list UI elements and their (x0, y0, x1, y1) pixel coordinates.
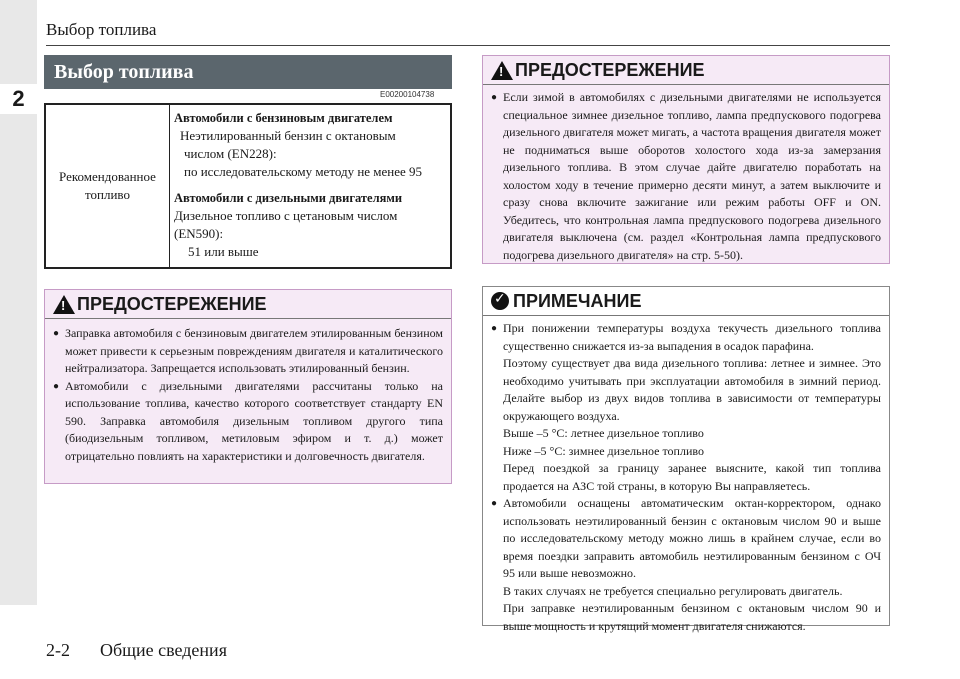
fuel-table-content (170, 105, 450, 267)
warning-header (45, 290, 451, 318)
bullet-icon: ● (491, 323, 498, 334)
note-item (491, 495, 881, 635)
warning-body (45, 319, 451, 465)
header-divider (46, 45, 890, 46)
diesel-line: Дизельное топливо с цетановым числом (174, 208, 398, 223)
warning-title: ПРЕДОСТЕРЕЖЕНИЕ (77, 293, 267, 314)
bullet-icon: ● (491, 498, 498, 509)
fuel-table (44, 103, 452, 269)
note-box (482, 286, 890, 633)
warning-body (483, 85, 889, 264)
note-paragraph: Выше –5 °C: летнее дизельное топливо (503, 426, 704, 440)
note-paragraph: Перед поездкой за границу заранее выясните, какой тип топлива продается на АЗС той страны, в которую Вы направляетесь. (503, 461, 881, 493)
fuel-table-label: Рекомендованное топливо (46, 105, 170, 267)
warning-item: ● Автомобили с дизельными двигателями рассчитаны только на использование топлива, качество которого соответствует стандарту EN 590. Заправка автомобиля дизельным топливом другого типа (биодизельным топливом, метиловым эфиром и т. д.) может отрицательно повлиять на характеристики и долговечность двигателя. (53, 378, 443, 466)
note-paragraph: В таких случаях не требуется специально регулировать двигатель. (503, 583, 843, 598)
note-check-icon (491, 292, 509, 310)
note-paragraph: Ниже –5 °C: зимнее дизельное топливо (503, 443, 704, 458)
section-title: Выбор топлива (44, 55, 452, 89)
warning-header (483, 56, 889, 84)
bullet-icon: ● (491, 92, 498, 103)
note-paragraph: При понижении температуры воздуха текучесть дизельного топлива существенно снижается из-за выпадения в осадок парафина. (503, 321, 881, 353)
note-paragraph: При заправке неэтилированным бензином с октановым числом 90 и выше мощность и крутящий момент двигателя снижаются. (503, 601, 881, 633)
warning-item: ● Если зимой в автомобилях с дизельными двигателями не используется специальное зимнее дизельное топливо, лампа предпускового подогрева дизельного двигателя может мигать, а частота вращения двигателя может не подниматься выше оборотов холостого хода из-за замерзания дизельного топлива. В этом случае дайте двигателю поработать на холостом ходу в течение примерно десяти минут, а затем выключите и сразу снова включите зажигание или режим работы OFF и ON. Убедитесь, что контрольная лампа предпускового подогрева дизельного двигателя выключена (см. раздел «Контрольная лампа предпускового подогрева дизельного двигателя» на стр. 5-50). (491, 89, 881, 264)
diesel-line: 51 или выше (188, 244, 259, 259)
petrol-heading: Автомобили с бензиновым двигателем (174, 111, 393, 125)
page-header-title: Выбор топлива (46, 20, 157, 39)
warning-box-left (44, 289, 452, 484)
document-code: E00200104738 (380, 90, 435, 99)
diesel-heading: Автомобили с дизельными двигателями (174, 191, 403, 205)
petrol-line: по исследовательскому методу не менее 95 (184, 164, 423, 179)
petrol-line: Неэтилированный бензин с октановым (180, 128, 396, 143)
note-item (491, 320, 881, 495)
note-paragraph: Автомобили оснащены автоматическим октан-корректором, однако использовать неэтилированный бензин с октановым числом 90 и выше по исследовательскому методу можно лишь в крайнем случае, если во время поездки заправить автомобиль неэтилированным бензином с ОЧ 95 или выше невозможно. (503, 496, 881, 580)
bullet-icon: ● (53, 328, 60, 339)
bullet-icon: ● (53, 380, 60, 392)
chapter-tab: 2 (0, 84, 37, 114)
chapter-name: Общие сведения (100, 640, 227, 660)
petrol-line: числом (EN228): (184, 146, 277, 161)
warning-triangle-icon (53, 295, 75, 314)
page-number: 2-2 (46, 640, 70, 660)
diesel-line: (EN590): (174, 226, 224, 241)
warning-triangle-icon (491, 61, 513, 80)
note-paragraph: Поэтому существует два вида дизельного топлива: летнее и зимнее. Это необходимо учитывать при эксплуатации автомобиля в зимний период. Делайте выбор из двух видов топлива в зависимости от температуры окружающего воздуха. (503, 356, 881, 423)
note-title: ПРИМЕЧАНИЕ (513, 290, 642, 311)
warning-box-right (482, 55, 890, 264)
note-body (483, 316, 889, 635)
note-header (483, 287, 889, 315)
warning-item: ● Заправка автомобиля с бензиновым двигателем этилированным бензином может привести к серьезным повреждениям двигателя и каталитического нейтрализатора. Запрещается использовать этилированный бензин. (53, 325, 443, 378)
warning-title: ПРЕДОСТЕРЕЖЕНИЕ (515, 59, 705, 80)
page-footer (46, 640, 227, 661)
